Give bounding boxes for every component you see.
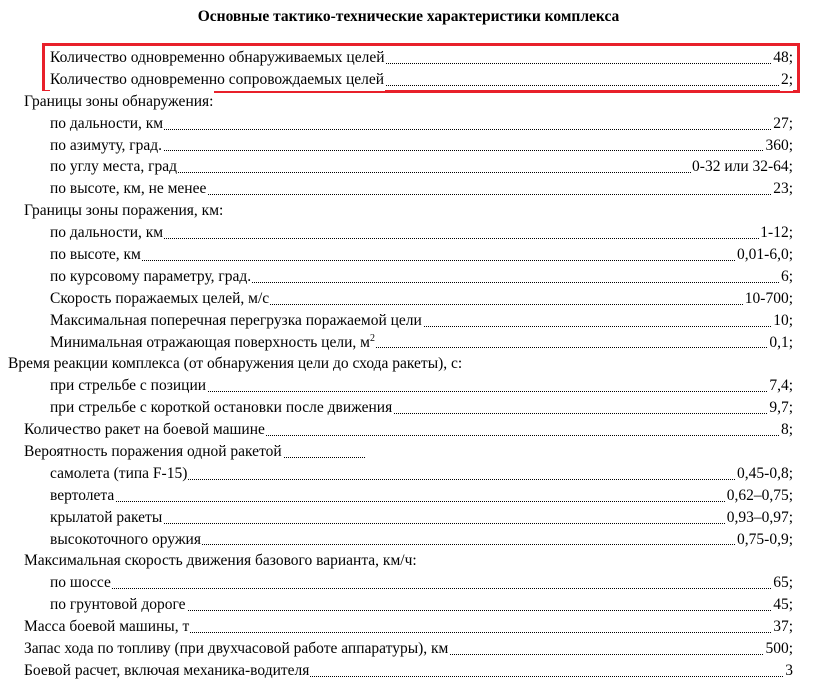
spec-label <box>50 375 207 397</box>
spec-row <box>0 200 817 222</box>
spec-label-text: при стрельбе с короткой остановки после движения <box>50 399 393 417</box>
spec-label <box>50 178 207 200</box>
spec-value: 10-700; <box>744 288 793 310</box>
spec-label <box>50 310 423 332</box>
spec-row <box>0 638 817 660</box>
spec-row <box>0 419 817 441</box>
spec-label <box>24 638 449 660</box>
spec-label-text: по дальности, км <box>50 114 164 132</box>
spec-label <box>50 507 163 529</box>
spec-label <box>50 266 252 288</box>
spec-row <box>0 332 817 354</box>
spec-row <box>0 397 817 419</box>
spec-row <box>0 244 817 266</box>
spec-row <box>0 441 817 463</box>
spec-label <box>24 91 214 113</box>
spec-label-text: Границы зоны обнаружения: <box>24 92 214 110</box>
spec-label-text: Границы зоны поражения, км: <box>24 202 224 220</box>
spec-label-text: Количество ракет на боевой машине <box>24 421 265 439</box>
spec-label-superscript: 2 <box>369 332 375 344</box>
spec-label-text: Вероятность поражения одной ракетой <box>24 443 282 461</box>
spec-label-text: по грунтовой дороге <box>50 596 186 614</box>
spec-value: 0,62–0,75; <box>726 485 793 507</box>
spec-label-text: Максимальная скорость движения базового варианта, км/ч: <box>24 552 417 570</box>
spec-label-text: по шоссе <box>50 574 111 592</box>
spec-label <box>50 332 376 354</box>
spec-row <box>0 594 817 616</box>
spec-value: 0-32 или 32-64; <box>691 156 793 178</box>
spec-value: 0,45-0,8; <box>736 463 793 485</box>
spec-value: 3 <box>784 660 793 682</box>
spec-value: 8; <box>780 419 793 441</box>
spec-label-text: по азимуту, град. <box>50 136 163 154</box>
spec-row <box>0 310 817 332</box>
spec-label-text: при стрельбе с позиции <box>50 377 207 395</box>
spec-label <box>50 222 164 244</box>
spec-value: 360; <box>764 135 793 157</box>
spec-label-text: Минимальная отражающая поверхность цели, м <box>50 333 370 351</box>
spec-label-text: по высоте, км <box>50 246 141 264</box>
spec-label <box>50 113 164 135</box>
spec-value: 500; <box>764 638 793 660</box>
spec-row <box>0 69 817 91</box>
spec-label <box>50 485 115 507</box>
spec-row <box>0 135 817 157</box>
spec-label-text: вертолета <box>50 486 115 504</box>
spec-row <box>0 375 817 397</box>
spec-label <box>50 135 163 157</box>
spec-row <box>0 222 817 244</box>
spec-value: 0,01-6,0; <box>736 244 793 266</box>
spec-label-text: Количество одновременно сопровождаемых целей <box>50 70 385 88</box>
spec-row <box>0 91 817 113</box>
spec-row <box>0 178 817 200</box>
spec-label-text: крылатой ракеты <box>50 508 163 526</box>
spec-label-text: по дальности, км <box>50 224 164 242</box>
spec-value: 65; <box>772 572 793 594</box>
spec-row <box>0 156 817 178</box>
spec-label <box>50 529 202 551</box>
spec-value: 7,4; <box>768 375 793 397</box>
spec-label-text: по высоте, км, не менее <box>50 180 207 198</box>
spec-value: 45; <box>772 594 793 616</box>
spec-value: 0,93–0,97; <box>726 507 793 529</box>
spec-row <box>0 353 817 375</box>
spec-label <box>50 69 385 91</box>
dot-leader <box>50 587 793 589</box>
spec-label-text: самолета (типа F-15) <box>50 464 188 482</box>
spec-row <box>0 485 817 507</box>
spec-label <box>50 47 386 69</box>
spec-label <box>8 353 463 375</box>
spec-value: 6; <box>780 266 793 288</box>
spec-value: 0,75-0,9; <box>736 529 793 551</box>
spec-list <box>0 47 817 682</box>
dot-leader <box>50 500 793 502</box>
spec-row <box>0 529 817 551</box>
spec-label <box>50 463 188 485</box>
spec-value: 1-12; <box>759 222 793 244</box>
spec-label <box>24 441 283 463</box>
spec-row <box>0 288 817 310</box>
spec-value: 0,1; <box>768 332 793 354</box>
spec-label <box>50 288 270 310</box>
dot-leader <box>50 259 793 261</box>
spec-value: 48; <box>772 47 793 69</box>
spec-value: 2; <box>780 69 793 91</box>
spec-row <box>0 113 817 135</box>
spec-row <box>0 463 817 485</box>
spec-row <box>0 507 817 529</box>
document-title: Основные тактико-технические характеристики комплекса <box>197 8 620 25</box>
spec-value: 27; <box>772 113 793 135</box>
spec-label-text: Время реакции комплекса (от обнаружения цели до схода ракеты), с: <box>8 355 463 373</box>
spec-value: 9,7; <box>768 397 793 419</box>
spec-label-text: Максимальная поперечная перегрузка поражаемой цели <box>50 311 422 329</box>
spec-label <box>24 419 266 441</box>
spec-row <box>0 660 817 682</box>
spec-value: 10; <box>772 310 793 332</box>
spec-value: 37; <box>772 616 793 638</box>
spec-label-text: Количество одновременно обнаруживаемых целей <box>50 49 385 66</box>
spec-label <box>50 244 142 266</box>
spec-label <box>50 594 187 616</box>
spec-label <box>24 550 418 572</box>
spec-label <box>50 397 393 419</box>
spec-label-text: по углу места, град <box>50 158 178 176</box>
spec-label-text: по курсовому параметру, град. <box>50 267 252 285</box>
spec-label-text: Запас хода по топливу (при двухчасовой работе аппаратуры), км <box>24 640 449 658</box>
spec-row <box>0 266 817 288</box>
spec-label <box>50 156 178 178</box>
spec-row <box>0 550 817 572</box>
spec-row <box>0 616 817 638</box>
spec-label-text: Масса боевой машины, т <box>24 618 190 636</box>
spec-label <box>50 572 112 594</box>
spec-row <box>0 47 817 69</box>
spec-value: 23; <box>772 178 793 200</box>
spec-label <box>24 616 190 638</box>
spec-row <box>0 572 817 594</box>
spec-label <box>24 200 224 222</box>
spec-label-text: Боевой расчет, включая механика-водителя <box>24 661 310 679</box>
spec-label <box>24 660 310 682</box>
spec-label-text: высокоточного оружия <box>50 530 201 548</box>
spec-label-text: Скорость поражаемых целей, м/с <box>50 289 270 307</box>
